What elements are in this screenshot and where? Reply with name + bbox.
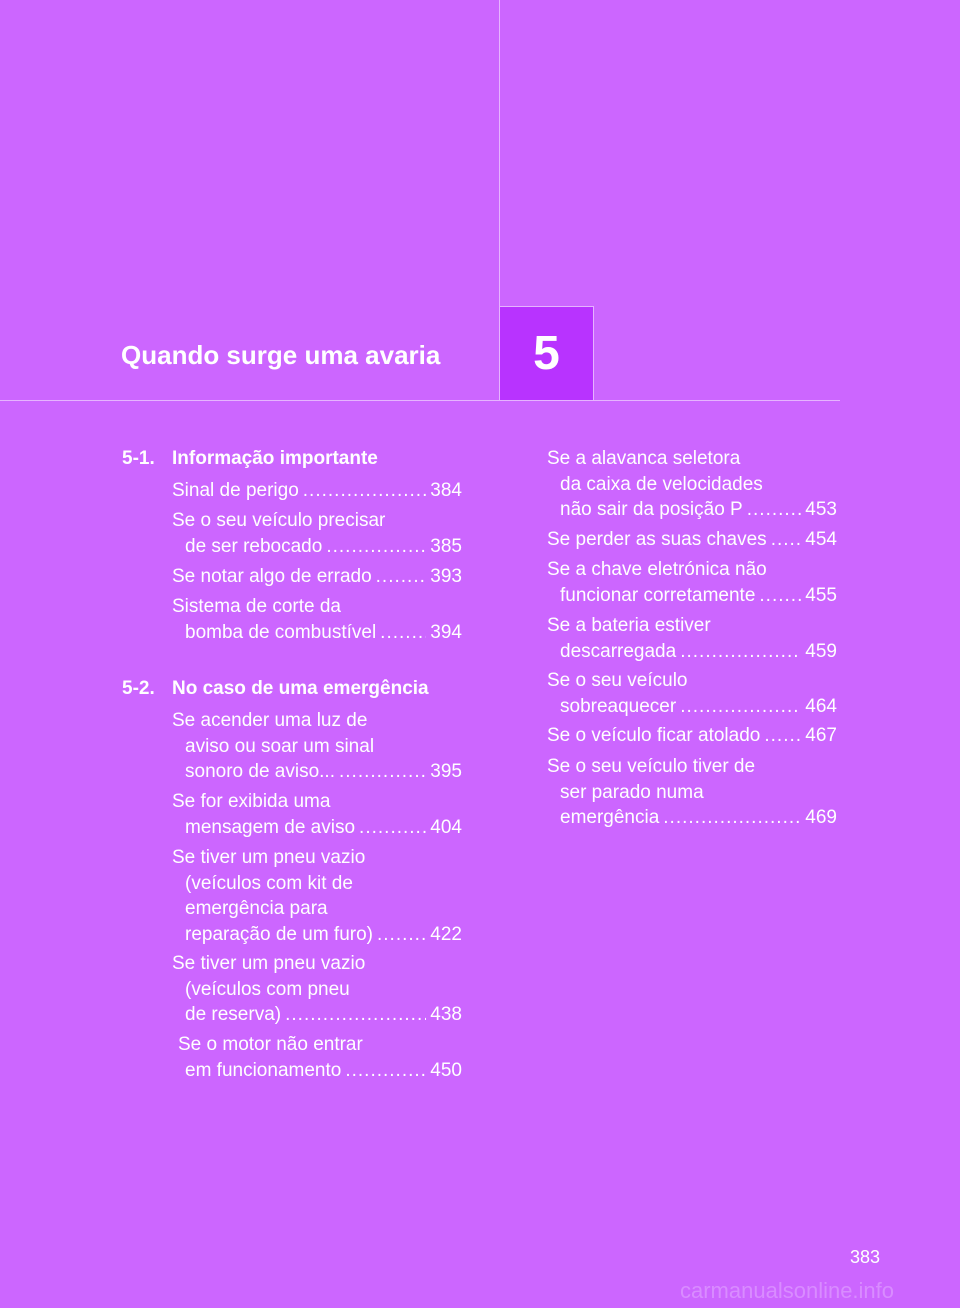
entry-text: ser parado numa [560,781,704,803]
entry-page: 469 [805,807,837,828]
entry-text: Se o seu veículo [547,670,688,691]
dot-leader [377,922,426,948]
entry-text: sonoro de aviso... [185,761,335,782]
entry-text: funcionar corretamente [560,584,756,606]
dot-leader [680,694,801,720]
dot-leader [285,1002,426,1028]
entry-text: Se o veículo ficar atolado [547,725,761,746]
entry-text: Se a alavanca seletora [547,448,741,469]
toc-entry-alavanca-seletora[interactable] [547,446,837,523]
entry-text: Se acender uma luz de [172,710,368,731]
entry-text: Se notar algo de errado [172,566,372,587]
entry-text: mensagem de aviso [185,816,356,838]
entry-text: Se for exibida uma [172,791,331,812]
entry-text: em funcionamento [185,1059,342,1081]
entry-text: Se perder as suas chaves [547,529,767,550]
entry-page: 459 [805,640,837,662]
entry-text: Se tiver um pneu vazio [172,847,366,868]
entry-text: Se a chave eletrónica não [547,559,767,580]
chapter-title: Quando surge uma avaria [121,340,441,370]
section-heading-5-2 [122,678,429,700]
entry-page: 385 [430,535,462,557]
toc-entry-atolado[interactable] [547,723,837,749]
entry-text: sobreaquecer [560,695,677,717]
entry-page: 404 [430,816,462,838]
dot-leader [376,564,427,590]
toc-entry-algo-errado[interactable] [172,564,462,590]
entry-text: Se o seu veículo tiver de [547,756,756,777]
entry-text: reparação de um furo) [185,923,373,945]
entry-page: 467 [805,725,837,746]
entry-text: de ser rebocado [185,535,323,557]
toc-entry-mensagem-aviso[interactable] [172,789,462,840]
dot-leader [771,527,802,553]
entry-text: de reserva) [185,1004,282,1025]
entry-text: bomba de combustível [185,621,377,643]
entry-text: Se o seu veículo precisar [172,510,386,531]
dot-leader [339,759,426,785]
dot-leader [380,620,426,646]
entry-page: 393 [430,566,462,587]
toc-entry-sobreaquecer[interactable] [547,668,837,719]
toc-entry-pneu-vazio-reserva[interactable] [172,951,462,1028]
dot-leader [359,815,426,841]
entry-text: da caixa de velocidades [560,473,763,495]
toc-entry-luz-aviso[interactable] [172,708,462,785]
section-number: 5-2. [122,678,155,699]
entry-text: Sistema de corte da [172,596,341,617]
dot-leader [764,723,801,749]
entry-page: 450 [430,1059,462,1081]
horizontal-rule [0,400,840,401]
dot-leader [747,497,802,523]
page-number: 383 [850,1247,881,1267]
toc-entry-motor-nao-entrar[interactable] [172,1032,462,1083]
entry-text: emergência [560,807,660,828]
toc-entry-chave-eletronica[interactable] [547,557,837,608]
entry-page: 438 [430,1004,462,1025]
section-heading-5-1 [122,448,378,470]
entry-page: 455 [805,584,837,606]
toc-entry-perder-chaves[interactable] [547,527,837,553]
dot-leader [326,534,426,560]
chapter-number: 5 [533,327,560,380]
entry-text: emergência para [185,898,328,919]
entry-text: descarregada [560,640,677,662]
entry-text: Se a bateria estiver [547,615,711,636]
entry-text: Sinal de perigo [172,480,299,501]
entry-text: Se tiver um pneu vazio [172,953,366,974]
toc-entry-bateria[interactable] [547,613,837,664]
entry-text: (veículos com pneu [185,978,350,1000]
toc-entry-corte-combustivel[interactable] [172,594,462,645]
entry-page: 464 [805,695,837,717]
entry-page: 453 [805,499,837,520]
entry-page: 394 [430,621,462,643]
entry-text: aviso ou soar um sinal [185,735,375,757]
entry-page: 422 [430,923,462,945]
dot-leader [759,583,801,609]
dot-leader [303,478,427,504]
dot-leader [680,639,801,665]
entry-page: 454 [805,529,837,550]
entry-text: (veículos com kit de [185,872,353,894]
watermark: carmanualsonline.info [680,1278,895,1303]
toc-entry-parado-emergencia[interactable] [547,754,837,831]
chapter-number-box [499,306,594,401]
toc-entry-pneu-vazio-kit[interactable] [172,845,462,947]
section-title: No caso de uma emergência [172,678,429,699]
toc-entry-sinal-de-perigo[interactable] [172,478,462,504]
entry-page: 384 [430,480,462,501]
entry-page: 395 [430,761,462,782]
entry-text: não sair da posição P [560,499,743,520]
section-number: 5-1. [122,448,155,469]
section-title: Informação importante [172,448,378,469]
entry-text: Se o motor não entrar [178,1034,363,1055]
dot-leader [663,805,801,831]
toc-entry-reboque[interactable] [172,508,462,559]
dot-leader [345,1058,426,1084]
